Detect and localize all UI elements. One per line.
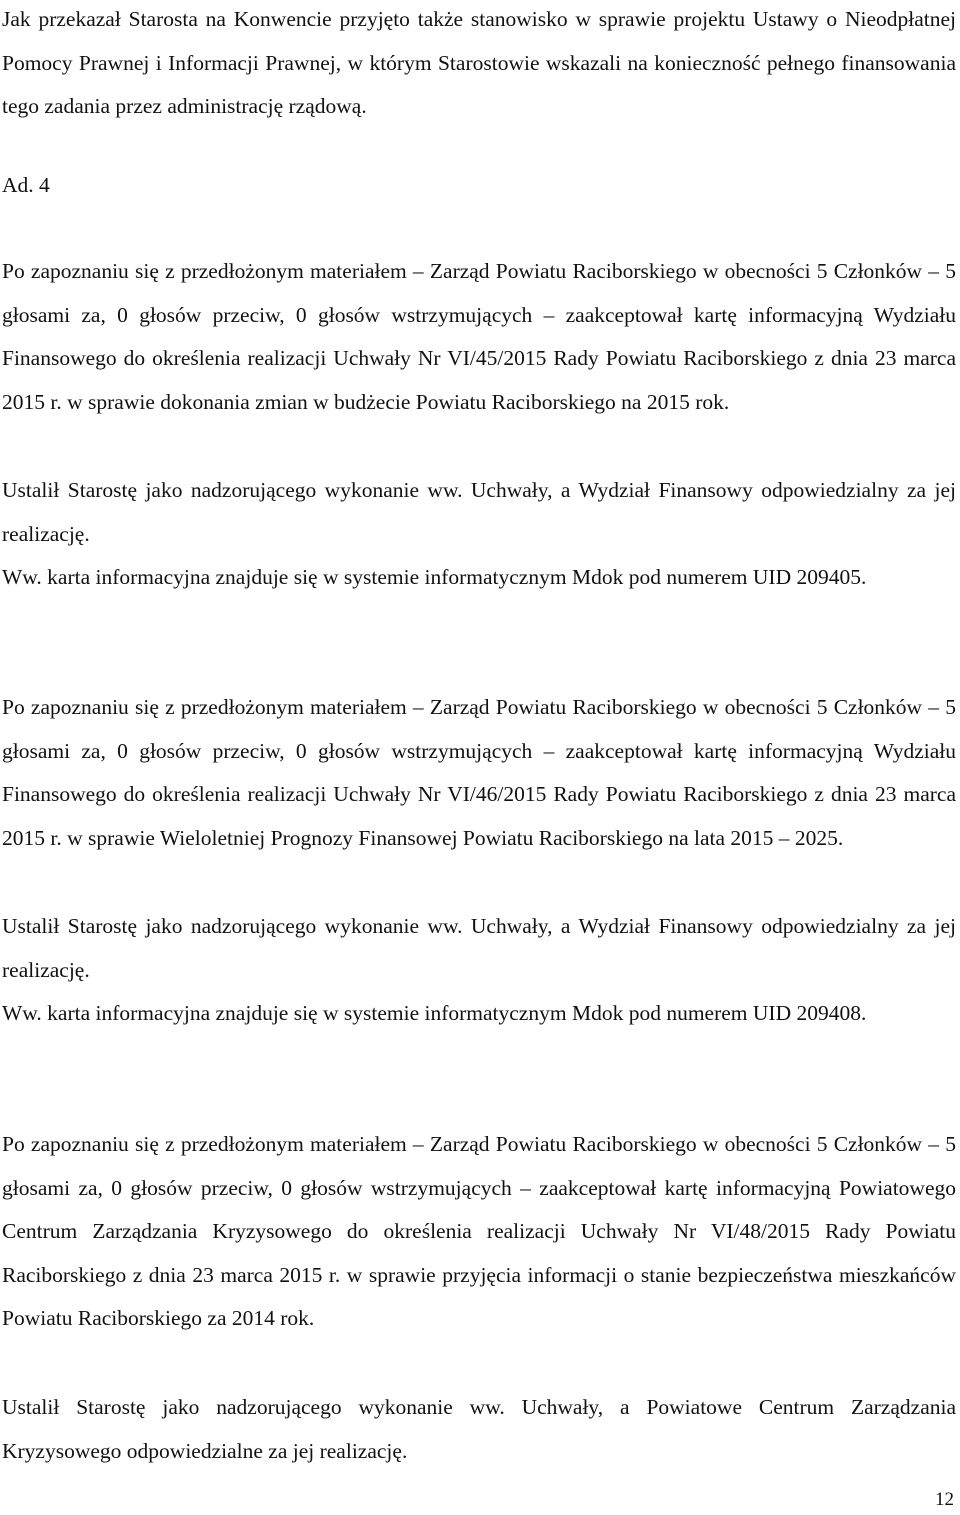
assignment-paragraph-1: Ustalił Starostę jako nadzorującego wykonanie ww. Uchwały, a Wydział Finansowy odpowiedzialny za jej realizację. (2, 478, 956, 546)
intro-paragraph: Jak przekazał Starosta na Konwencie przyjęto także stanowisko w sprawie projektu Ustawy o Nieodpłatnej Pomocy Prawnej i Informacji Prawnej, w którym Starostowie wskazali na konieczność pełnego finansowania tego zadania przez administrację rządową. (2, 7, 956, 119)
assignment-paragraph-3: Ustalił Starostę jako nadzorującego wykonanie ww. Uchwały, a Powiatowe Centrum Zarządzania Kryzysowego odpowiedzialne za jej realizację. (2, 1395, 956, 1463)
assignment-paragraph-2: Ustalił Starostę jako nadzorującego wykonanie ww. Uchwały, a Wydział Finansowy odpowiedzialny za jej realizację. (2, 914, 956, 982)
reference-paragraph-2: Ww. karta informacyjna znajduje się w systemie informatycznym Mdok pod numerem UID 209408. (2, 1001, 867, 1025)
page-number: 12 (935, 1489, 954, 1510)
reference-paragraph-1: Ww. karta informacyjna znajduje się w systemie informatycznym Mdok pod numerem UID 209405. (2, 565, 867, 589)
section-heading: Ad. 4 (2, 173, 50, 197)
decision-paragraph-3: Po zapoznaniu się z przedłożonym materiałem – Zarząd Powiatu Raciborskiego w obecności 5 Członków – 5 głosami za, 0 głosów przeciw, 0 głosów wstrzymujących – zaakceptował kartę informacyjną Powiatowego Centrum Zarządzania Kryzysowego do określenia realizacji Uchwały Nr VI/48/2015 Rady Powiatu Raciborskiego z dnia 23 marca 2015 r. w sprawie przyjęcia informacji o stanie bezpieczeństwa mieszkańców Powiatu Raciborskiego za 2014 rok. (2, 1132, 956, 1331)
decision-paragraph-2: Po zapoznaniu się z przedłożonym materiałem – Zarząd Powiatu Raciborskiego w obecności 5 Członków – 5 głosami za, 0 głosów przeciw, 0 głosów wstrzymujących – zaakceptował kartę informacyjną Wydziału Finansowego do określenia realizacji Uchwały Nr VI/46/2015 Rady Powiatu Raciborskiego z dnia 23 marca 2015 r. w sprawie Wieloletniej Prognozy Finansowej Powiatu Raciborskiego na lata 2015 – 2025. (2, 695, 956, 850)
decision-paragraph-1: Po zapoznaniu się z przedłożonym materiałem – Zarząd Powiatu Raciborskiego w obecności 5 Członków – 5 głosami za, 0 głosów przeciw, 0 głosów wstrzymujących – zaakceptował kartę informacyjną Wydziału Finansowego do określenia realizacji Uchwały Nr VI/45/2015 Rady Powiatu Raciborskiego z dnia 23 marca 2015 r. w sprawie dokonania zmian w budżecie Powiatu Raciborskiego na 2015 rok. (2, 259, 956, 414)
